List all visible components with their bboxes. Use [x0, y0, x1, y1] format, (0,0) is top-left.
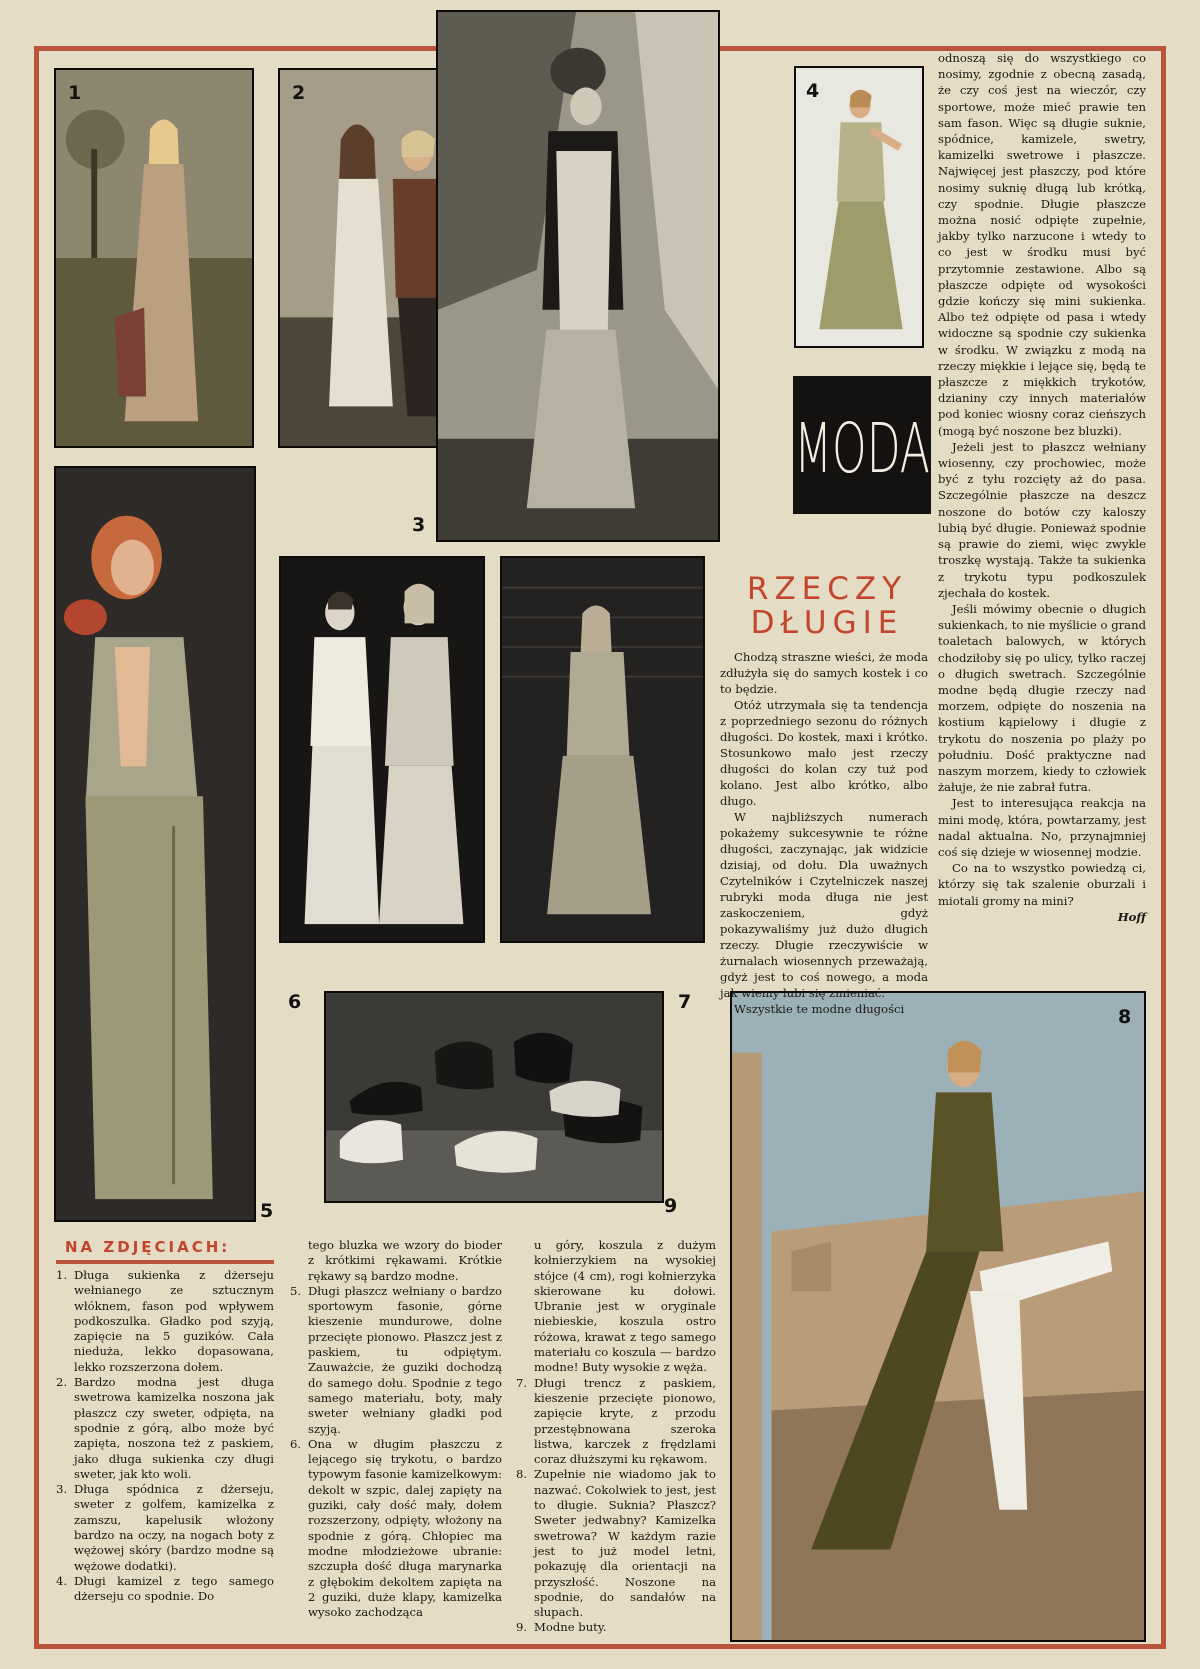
article-paragraph: Otóż utrzymała się ta tendencja z poprzedniego sezonu do różnych długości. Do kostek, maxi i krótko. Stosunkowo mało jest rzeczy długości do kolan czy tuż pod kolano. Jest albo krótko, albo długo.	[720, 698, 928, 808]
caption-item: 5. Długi płaszcz wełniany o bardzo sportowym fasonie, górne kieszenie mundurowe, dolne przecięte pionowo. Płaszcz jest z paskiem, tu odpiętym. Zauważcie, że guziki dochodzą do samego dołu. Spodnie z tego samego materiału, boty, mały sweter wełniany gładki pod szyją.	[290, 1283, 502, 1436]
photo-4	[794, 66, 924, 348]
photo-4-image	[796, 68, 922, 346]
photo-number-9: 9	[664, 1195, 678, 1217]
article-paragraph: W najbliższych numerach pokażemy sukcesywnie te różne długości, zaczynając, jak widzicie dzisiaj, od dołu. Dla uważnych Czytelników i Czytelniczek naszej rubryki moda długa nie jest zaskoczeniem, gdyż pokazywaliśmy już dużo długich rzeczy. Długie rzeczywiście w żurnalach wiosennych przeważają, gdyż jest to coś nowego, a moda jak wiemy lubi się zmieniać.	[720, 810, 928, 1000]
photo-1-image	[56, 70, 252, 446]
photo-6	[279, 556, 485, 943]
caption-item: 8. Zupełnie nie wiadomo jak to nazwać. Cokolwiek to jest, jest to długie. Suknia? Płaszcz? Sweter jedwabny? Kamizelka swetrowa? W każdym razie jest to już model letni, pokazuję dla orientacji na przyszłość. Noszone na spodnie, do sandałów na słupach.	[516, 1467, 716, 1620]
section-label-box	[793, 376, 931, 514]
caption-item: 6. Ona w długim płaszczu z lejącego się trykotu, o bardzo typowym fasonie kamizelkowym: dekolt w szpic, dalej zapięty na guziki, cały dość mały, dołem rozszerzony, odpięty, włożony na spodnie z górą. Chłopiec ma modne młodzieżowe ubranie: szczupła dość długa marynarka z głębokim dekoltem zapięta na 2 guziki, duże klapy, kamizelka wysoko zachodząca	[290, 1436, 502, 1620]
article-paragraph: Chodzą straszne wieści, że moda zdłużyła się do samych kostek i co to będzie.	[720, 650, 928, 696]
photo-number-1: 1	[68, 82, 82, 104]
article-right-column	[938, 50, 1146, 925]
headline-line-1: RZECZY	[746, 571, 908, 607]
photo-5-image	[56, 468, 254, 1220]
photo-1	[54, 68, 254, 448]
photo-number-4: 4	[806, 80, 820, 102]
photo-number-3: 3	[412, 514, 426, 536]
photo-number-6: 6	[288, 991, 302, 1013]
caption-item: 1. Długa sukienka z dżerseju wełnianego ze sztucznym włóknem, fason pod wpływem podkoszulka. Gładko pod szyją, zapięcie na 5 guzików. Cała nieduża, lekko dopasowana, lekko rozszerzona dołem.	[56, 1268, 274, 1374]
caption-item: 3. Długa spódnica z dżerseju, sweter z golfem, kamizelka z zamszu, kapelusik włożony bardzo na oczy, na nogach boty z wężowej skóry (bardzo modne są wężowe dodatki).	[56, 1482, 274, 1573]
article-signature: Hoff	[1117, 909, 1146, 924]
photo-7-image	[502, 558, 703, 941]
captions-heading: NA ZDJĘCIACH:	[65, 1238, 231, 1256]
photo-3-image	[438, 12, 718, 540]
photo-8	[730, 991, 1146, 1642]
photo-number-8: 8	[1118, 1006, 1132, 1028]
article-paragraph: Jeśli mówimy obecnie o długich sukienkach, to nie myślicie o grand toaletach balowych, w których chodziłoby się po ulicy, tylko raczej o długich swetrach. Szczególnie modne będą długie rzeczy nad morzem, odpięte do noszenia na kostium kąpielowy i długie z trykotu do noszenia po plaży po południu. Dość praktyczne nad naszym morzem, kiedy to człowiek żałuje, że nie zabrał futra.	[938, 601, 1146, 795]
article-headline	[722, 572, 932, 640]
caption-continuation: tego bluzka we wzory do bioder z krótkimi rękawami. Krótkie rękawy są bardzo modne.	[308, 1238, 502, 1283]
captions-heading-rule	[56, 1260, 274, 1264]
photo-number-7: 7	[678, 991, 692, 1013]
article-intro-column	[720, 649, 928, 1017]
captions-column-3	[516, 1238, 716, 1636]
photo-7	[500, 556, 705, 943]
photo-3	[436, 10, 720, 542]
article-paragraph: Jeżeli jest to płaszcz wełniany wiosenny, czy prochowiec, może być z tyłu rozcięty aż do pasa. Szczególnie płaszcze na deszcz noszone do botów czy kaloszy lubią być długie. Ponieważ spodnie są prawie do ziemi, więc zwykle troszkę wystają. Także ta sukienka z trykotu typu podkoszulek zjechała do kostek.	[938, 439, 1146, 600]
captions-column-1	[56, 1268, 274, 1605]
headline-line-2: DŁUGIE	[750, 605, 904, 641]
caption-item: 7. Długi trencz z paskiem, kieszenie przecięte pionowo, zapięcie kryte, z przodu przestębnowana szeroka listwa, karczek z frędzlami coraz dłuższymi ku rękawom.	[516, 1375, 716, 1467]
section-label: MODA	[794, 410, 930, 490]
photo-number-2: 2	[292, 82, 306, 104]
photo-6-image	[281, 558, 483, 941]
photo-8-image	[732, 993, 1144, 1640]
photo-5	[54, 466, 256, 1222]
photo-9-image	[326, 993, 662, 1201]
photo-9	[324, 991, 664, 1203]
captions-column-2	[290, 1238, 502, 1620]
caption-item: 4. Długi kamizel z tego samego dżerseju co spodnie. Do	[56, 1573, 274, 1604]
article-paragraph: Co na to wszystko powiedzą ci, którzy się tak szalenie oburzali i miotali gromy na mini?	[938, 861, 1146, 908]
caption-item: 2. Bardzo modna jest długa swetrowa kamizelka noszona jak płaszcz czy sweter, odpięta, na spodnie z górą, albo może być zapięta, noszona też z paskiem, jako długa sukienka czy długi sweter, jak kto woli.	[56, 1375, 274, 1481]
photo-number-5: 5	[260, 1200, 274, 1222]
article-paragraph: Wszystkie te modne długości	[734, 1002, 905, 1016]
article-paragraph: odnoszą się do wszystkiego co nosimy, zgodnie z obecną zasadą, że czy coś jest na wieczór, czy sportowe, może mieć prawie ten sam fason. Więc są długie suknie, spódnice, kamizele, swetry, kamizelki swetrowe i płaszcze. Najwięcej jest płaszczy, pod które nosimy suknię długą lub krótką, czy spodnie. Długie płaszcze można nosić odpięte zupełnie, jakby tylko narzucone i wtedy to co jest w środku musi być przytomnie zestawione. Albo są płaszcze odpięte od wysokości gdzie kończy się mini sukienka. Albo też odpięte od pasa i wtedy widoczne są spodnie czy sukienka w środku. W związku z modą na rzeczy miękkie i lejące się, będą te płaszcze z miękkich trykotów, dzianiny czy innych materiałów pod koniec wiosny coraz cieńszych (mogą być noszone bez bluzki).	[938, 51, 1146, 438]
caption-item: 9. Modne buty.	[516, 1620, 607, 1635]
article-paragraph: Jest to interesująca reakcja na mini modę, która, powtarzamy, jest nadal aktualna. No, przynajmniej coś się dzieje w wiosennej modzie.	[938, 796, 1146, 859]
caption-continuation: u góry, koszula z dużym kołnierzykiem na wysokiej stójce (4 cm), rogi kołnierzyka skierowane ku dołowi. Ubranie jest w oryginale niebieskie, koszula ostro różowa, krawat z tego samego materiału co koszula — bardzo modne! Buty wysokie z węża.	[534, 1238, 716, 1375]
